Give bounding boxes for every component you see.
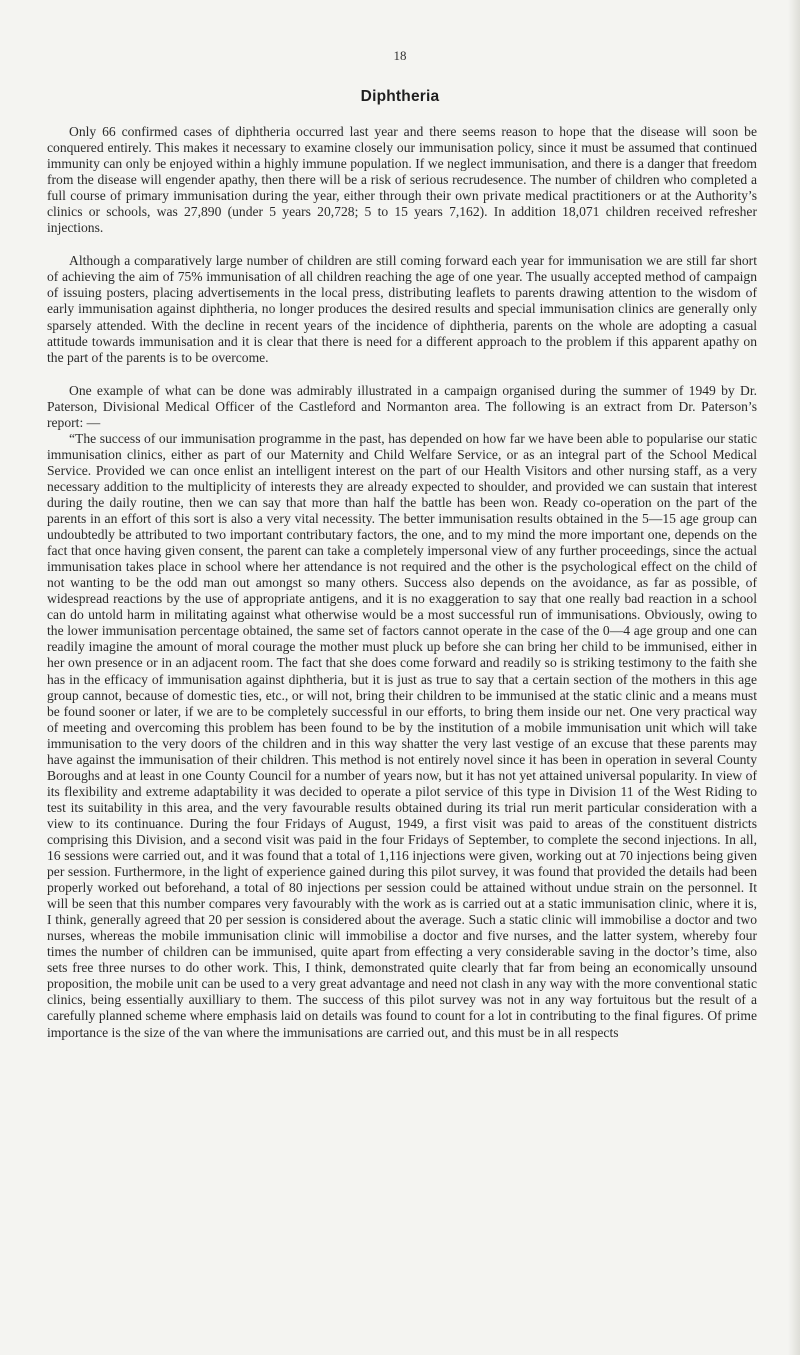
- body-text: [47, 124, 757, 1041]
- paragraph-report-extract: “The success of our immunisation programme in the past, has depended on how far we have been able to popularise our static immunisation clinics, either as part of our Maternity and Child Welfare Service, or as an integral part of the School Medical Service. Provided we can once enlist an intelligent interest on the part of our Health Visitors and other nursing staff, as a very necessary addition to the multiplicity of interests they are already expected to shoulder, and provided we can sustain that interest during the daily routine, then we can say that more than half the battle has been won. Ready co-operation on the part of the parents in an effort of this sort is also a very vital necessity. The better immunisation results obtained in the 5—15 age group can undoubtedly be attributed to two important contributary factors, the one, and to my mind the more important one, depends on the fact that once having given consent, the parent can take a completely impersonal view of any further proceedings, since the actual immunisation takes place in school where her attendance is not required and the other is the psychological effect on the child of not wanting to be the odd man out amongst so many others. Success also depends on the avoidance, as far as possible, of widespread reactions by the use of appropriate antigens, and it is no exaggeration to say that one really bad reaction in a school can do untold harm in militating against what otherwise would be a most successful run of immunisations. Obviously, owing to the lower immunisation percentage obtained, the same set of factors cannot operate in the case of the 0—4 age group and one can readily imagine the amount of moral courage the mother must pluck up before she can bring her child to be immunised, either in her own presence or in an adjacent room. The fact that she does come forward and readily so is striking testimony to the faith she has in the efficacy of immunisation against diphtheria, but it is just as true to say that a certain section of the mothers in this age group cannot, because of domestic ties, etc., or will not, bring their children to be immunised at the static clinic and a means must be found sooner or later, if we are to be completely successful in our efforts, to bring them inside our net. One very practical way of meeting and overcoming this problem has been found to be by the institution of a mobile immunisation unit which will take immunisation to the very doors of the children and in this way shatter the very last vestige of an excuse that these parents may have against the immunisation of their children. This method is not entirely novel since it has been in operation in several County Boroughs and at least in one County Council for a number of years now, but it has not yet attained universal popularity. In view of its flexibility and extreme adaptability it was decided to operate a pilot service of this type in Division 11 of the West Riding to test its suitability in this area, and the very favourable results obtained during its trial run merit particular consideration with a view to its continuance. During the four Fridays of August, 1949, a first visit was paid to areas of the constituent districts comprising this Division, and a second visit was paid in the four Fridays of September, to complete the second injections. In all, 16 sessions were carried out, and it was found that a total of 1,116 injections were given, working out at 70 injections being given per session. Furthermore, in the light of experience gained during this pilot survey, it was found that provided the details had been properly worked out beforehand, a total of 80 injections per session could be attained without undue strain on the personnel. It will be seen that this number compares very favourably with the work as is carried out at a static immunisation clinic, where it is, I think, generally agreed that 20 per session is considered about the average. Such a static clinic will immobilise a doctor and two nurses, whereas the mobile immunisation clinic will immobilise a doctor and five nurses, and the latter system, whereby four times the number of children can be immunised, quite apart from effecting a very considerable saving in the doctor’s time, also sets free three nurses to do other work. This, I think, demonstrated quite clearly that far from being an economically unsound proposition, the mobile unit can be used to a very great advantage and need not clash in any way with the more conventional static clinics, being essentially auxilliary to them. The success of this pilot survey was not in any way fortuitous but the result of a carefully planned scheme where emphasis laid on details was found to count for a lot in contributing to the final figures. Of prime importance is the size of the van where the immunisations are carried out, and this must be in all respects: [47, 430, 757, 1040]
- paragraph-campaign-example: One example of what can be done was admirably illustrated in a campaign organised during the summer of 1949 by Dr. Paterson, Divisional Medical Officer of the Castleford and Normanton area. The following is an extract from Dr. Paterson’s report: —: [47, 382, 757, 430]
- paragraph-diphtheria-cases: Only 66 confirmed cases of diphtheria occurred last year and there seems reason to hope that the disease will soon be conquered entirely. This makes it necessary to examine closely our immunisation policy, since it must be assumed that continued immunity can only be enjoyed within a highly immune population. If we neglect immunisation, and there is a danger that freedom from the disease will engender apathy, then there will be a risk of serious recrudesence. The number of children who completed a full course of primary immunisation during the year, either through their own private medical practitioners or at the Authority’s clinics or schools, was 27,890 (under 5 years 20,728; 5 to 15 years 7,162). In addition 18,071 children received refresher injections.: [47, 124, 757, 236]
- section-heading: Diphtheria: [360, 88, 440, 105]
- page-number: 18: [393, 48, 407, 63]
- page-edge-shadow: [788, 0, 800, 1355]
- paragraph-immunisation-apathy: Although a comparatively large number of children are still coming forward each year for immunisation we are still far short of achieving the aim of 75% immunisation of all children reaching the age of one year. The usually accepted method of campaign of issuing posters, placing advertisements in the local press, distributing leaflets to parents drawing attention to the wisdom of early immunisation against diphtheria, no longer produces the desired results and special immunisation clinics are generally only sparsely attended. With the decline in recent years of the incidence of diphtheria, parents on the whole are adopting a casual attitude towards immunisation and it is clear that there is need for a different approach to the problem if this apparent apathy on the part of the parents is to be overcome.: [47, 253, 757, 365]
